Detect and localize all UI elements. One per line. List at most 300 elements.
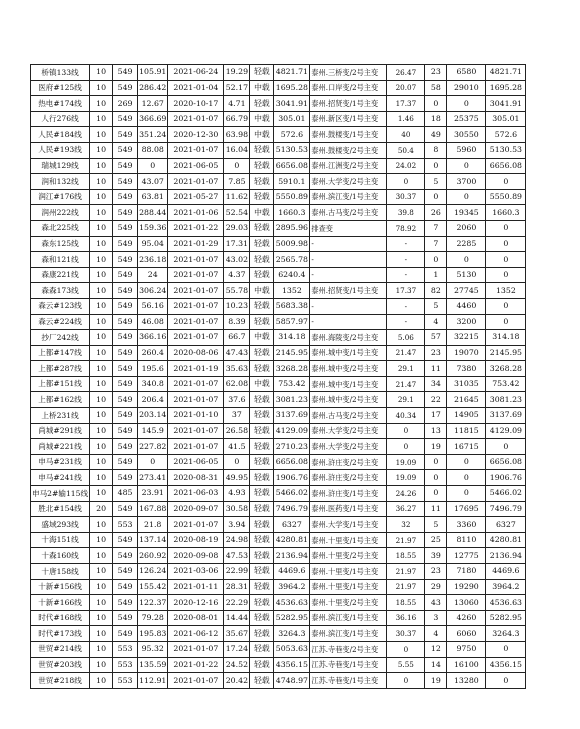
substation-cell: - <box>310 236 387 252</box>
available-capacity-cell: 314.18 <box>274 330 310 346</box>
line-name-cell: 抄厂242线 <box>31 330 90 346</box>
capacity-cell: 549 <box>113 501 138 517</box>
available-capacity-cell: 2136.94 <box>274 548 310 564</box>
date-cell: 2021-06-05 <box>168 454 224 470</box>
load-rate-cell: 47.53 <box>224 548 250 564</box>
max-load-cell: 155.42 <box>138 579 168 595</box>
substation-cell: 泰州.大学变/2号主变 <box>310 439 387 455</box>
spare-capacity-cell: 4280.81 <box>486 532 526 548</box>
capacity-cell: 549 <box>113 65 138 81</box>
date-cell: 2021-03-06 <box>168 564 224 580</box>
line-name-cell: 十新#166线 <box>31 595 90 611</box>
substation-cell: 泰州.古马变/2号主变 <box>310 205 387 221</box>
available-capacity-cell: 2565.78 <box>274 252 310 268</box>
table-body <box>31 65 526 689</box>
table-row <box>31 376 526 392</box>
spare-capacity-cell: 3041.91 <box>486 96 526 112</box>
capacity-cell: 549 <box>113 408 138 424</box>
load-rate-cell: 14.44 <box>224 610 250 626</box>
installed-capacity-cell: 31035 <box>447 376 486 392</box>
load-status-cell: 轻载 <box>250 532 274 548</box>
substation-cell: 排查变 <box>310 220 387 236</box>
max-load-cell: 112.91 <box>138 673 168 689</box>
capacity-cell: 549 <box>113 111 138 127</box>
table-row <box>31 298 526 314</box>
date-cell: 2020-09-08 <box>168 548 224 564</box>
capacity-cell: 549 <box>113 345 138 361</box>
load-rate-cell: 24.52 <box>224 657 250 673</box>
table-row <box>31 423 526 439</box>
capacity-cell: 553 <box>113 673 138 689</box>
date-cell: 2021-01-07 <box>168 111 224 127</box>
installed-capacity-cell: 2060 <box>447 220 486 236</box>
installed-capacity-cell: 16715 <box>447 439 486 455</box>
table-row <box>31 564 526 580</box>
spare-capacity-cell: 6656.08 <box>486 158 526 174</box>
capacity-cell: 549 <box>113 220 138 236</box>
spare-capacity-cell: 1906.76 <box>486 470 526 486</box>
substation-cell: 泰州.三桥变/2号主变 <box>310 65 387 81</box>
transformer-load-cell: 32 <box>387 517 425 533</box>
max-load-cell: 273.41 <box>138 470 168 486</box>
voltage-cell: 10 <box>90 579 113 595</box>
installed-capacity-cell: 4260 <box>447 610 486 626</box>
load-rate-cell: 55.78 <box>224 283 250 299</box>
line-name-cell: 热电#174线 <box>31 96 90 112</box>
table-row <box>31 267 526 283</box>
date-cell: 2021-01-07 <box>168 423 224 439</box>
line-name-cell: 申马2#输115线 <box>31 486 90 502</box>
load-rate-cell: 26.58 <box>224 423 250 439</box>
spare-capacity-cell: 7496.79 <box>486 501 526 517</box>
load-status-cell: 轻载 <box>250 220 274 236</box>
max-load-cell: 95.04 <box>138 236 168 252</box>
available-capacity-cell: 2710.23 <box>274 439 310 455</box>
capacity-cell: 549 <box>113 392 138 408</box>
max-load-cell: 23.91 <box>138 486 168 502</box>
max-load-cell: 63.81 <box>138 189 168 205</box>
date-cell: 2021-01-07 <box>168 392 224 408</box>
substation-cell: 泰州.大学变/2号主变 <box>310 174 387 190</box>
substation-cell: 江苏.寺巷变/1号主变 <box>310 657 387 673</box>
spare-capacity-cell: 1352 <box>486 283 526 299</box>
user-count-cell: 7 <box>425 236 447 252</box>
voltage-cell: 10 <box>90 454 113 470</box>
voltage-cell: 10 <box>90 439 113 455</box>
spare-capacity-cell: 3081.23 <box>486 392 526 408</box>
voltage-cell: 10 <box>90 470 113 486</box>
load-status-cell: 中载 <box>250 376 274 392</box>
load-rate-cell: 35.63 <box>224 361 250 377</box>
installed-capacity-cell: 25375 <box>447 111 486 127</box>
substation-cell: 泰州.鼓楼变/2号主变 <box>310 142 387 158</box>
max-load-cell: 0 <box>138 454 168 470</box>
load-rate-cell: 35.67 <box>224 626 250 642</box>
voltage-cell: 10 <box>90 314 113 330</box>
capacity-cell: 549 <box>113 610 138 626</box>
max-load-cell: 288.44 <box>138 205 168 221</box>
substation-cell: 泰州.古马变/2号主变 <box>310 408 387 424</box>
user-count-cell: 19 <box>425 673 447 689</box>
installed-capacity-cell: 32215 <box>447 330 486 346</box>
capacity-cell: 485 <box>113 486 138 502</box>
table-row <box>31 80 526 96</box>
substation-cell: 泰州.滨江变/1号主变 <box>310 610 387 626</box>
load-rate-cell: 66.7 <box>224 330 250 346</box>
installed-capacity-cell: 19345 <box>447 205 486 221</box>
installed-capacity-cell: 7180 <box>447 564 486 580</box>
load-rate-cell: 0 <box>224 454 250 470</box>
voltage-cell: 10 <box>90 595 113 611</box>
available-capacity-cell: 3081.23 <box>274 392 310 408</box>
load-status-cell: 轻载 <box>250 408 274 424</box>
load-status-cell: 轻载 <box>250 454 274 470</box>
date-cell: 2021-01-29 <box>168 236 224 252</box>
installed-capacity-cell: 0 <box>447 189 486 205</box>
voltage-cell: 10 <box>90 127 113 143</box>
spare-capacity-cell: 0 <box>486 314 526 330</box>
capacity-cell: 549 <box>113 423 138 439</box>
line-name-cell: 桥镇133线 <box>31 65 90 81</box>
load-status-cell: 轻载 <box>250 657 274 673</box>
substation-cell: 泰州.十里变/1号主变 <box>310 564 387 580</box>
table-row <box>31 252 526 268</box>
installed-capacity-cell: 4460 <box>447 298 486 314</box>
max-load-cell: 126.24 <box>138 564 168 580</box>
user-count-cell: 22 <box>425 392 447 408</box>
max-load-cell: 137.14 <box>138 532 168 548</box>
transformer-load-cell: 30.37 <box>387 626 425 642</box>
user-count-cell: 29 <box>425 579 447 595</box>
available-capacity-cell: 5130.53 <box>274 142 310 158</box>
line-name-cell: 上都#151线 <box>31 376 90 392</box>
capacity-cell: 549 <box>113 564 138 580</box>
load-status-cell: 轻载 <box>250 174 274 190</box>
max-load-cell: 43.07 <box>138 174 168 190</box>
date-cell: 2021-01-07 <box>168 330 224 346</box>
table-row <box>31 345 526 361</box>
voltage-cell: 10 <box>90 345 113 361</box>
line-name-cell: 医府#125线 <box>31 80 90 96</box>
installed-capacity-cell: 14905 <box>447 408 486 424</box>
available-capacity-cell: 4748.97 <box>274 673 310 689</box>
load-status-cell: 轻载 <box>250 189 274 205</box>
voltage-cell: 10 <box>90 657 113 673</box>
transformer-load-cell: 24.26 <box>387 486 425 502</box>
table-row <box>31 220 526 236</box>
available-capacity-cell: 4821.71 <box>274 65 310 81</box>
available-capacity-cell: 5550.89 <box>274 189 310 205</box>
table-row <box>31 610 526 626</box>
date-cell: 2021-01-19 <box>168 361 224 377</box>
substation-cell: 泰州.招贤变/1号主变 <box>310 283 387 299</box>
substation-cell: 泰州.城中变/1号主变 <box>310 345 387 361</box>
max-load-cell: 286.42 <box>138 80 168 96</box>
substation-cell: 泰州.海陵变/2号主变 <box>310 330 387 346</box>
available-capacity-cell: 3041.91 <box>274 96 310 112</box>
available-capacity-cell: 4129.09 <box>274 423 310 439</box>
installed-capacity-cell: 0 <box>447 252 486 268</box>
available-capacity-cell: 5683.38 <box>274 298 310 314</box>
user-count-cell: 0 <box>425 454 447 470</box>
date-cell: 2021-01-06 <box>168 205 224 221</box>
transformer-load-cell: 0 <box>387 673 425 689</box>
max-load-cell: 195.6 <box>138 361 168 377</box>
line-name-cell: 润和132线 <box>31 174 90 190</box>
line-name-cell: 申马#231线 <box>31 454 90 470</box>
line-name-cell: 人行276线 <box>31 111 90 127</box>
installed-capacity-cell: 6060 <box>447 626 486 642</box>
line-name-cell: 森森173线 <box>31 283 90 299</box>
load-status-cell: 轻载 <box>250 252 274 268</box>
table-row <box>31 205 526 221</box>
date-cell: 2020-08-06 <box>168 345 224 361</box>
capacity-cell: 549 <box>113 361 138 377</box>
available-capacity-cell: 305.01 <box>274 111 310 127</box>
transformer-load-cell: 30.37 <box>387 189 425 205</box>
load-rate-cell: 16.04 <box>224 142 250 158</box>
max-load-cell: 366.69 <box>138 111 168 127</box>
installed-capacity-cell: 30550 <box>447 127 486 143</box>
capacity-cell: 549 <box>113 174 138 190</box>
load-status-cell: 轻载 <box>250 142 274 158</box>
user-count-cell: 13 <box>425 423 447 439</box>
available-capacity-cell: 6656.08 <box>274 158 310 174</box>
table-row <box>31 158 526 174</box>
substation-cell: 泰州.口岸变/2号主变 <box>310 80 387 96</box>
transformer-load-cell: 1.46 <box>387 111 425 127</box>
spare-capacity-cell: 5282.95 <box>486 610 526 626</box>
load-status-cell: 轻载 <box>250 314 274 330</box>
spare-capacity-cell: 5130.53 <box>486 142 526 158</box>
substation-cell: 泰州.新区变/1号主变 <box>310 111 387 127</box>
table-row <box>31 673 526 689</box>
installed-capacity-cell: 13060 <box>447 595 486 611</box>
transformer-load-cell: 24.02 <box>387 158 425 174</box>
user-count-cell: 39 <box>425 548 447 564</box>
load-status-cell: 中载 <box>250 283 274 299</box>
user-count-cell: 0 <box>425 486 447 502</box>
max-load-cell: 88.08 <box>138 142 168 158</box>
voltage-cell: 10 <box>90 220 113 236</box>
available-capacity-cell: 2895.96 <box>274 220 310 236</box>
load-rate-cell: 4.37 <box>224 267 250 283</box>
substation-cell: 泰州.十里变/1号主变 <box>310 532 387 548</box>
load-rate-cell: 8.39 <box>224 314 250 330</box>
substation-cell: 泰州.十里变/2号主变 <box>310 595 387 611</box>
load-status-cell: 轻载 <box>250 236 274 252</box>
spare-capacity-cell: 4821.71 <box>486 65 526 81</box>
line-name-cell: 世贸#214线 <box>31 641 90 657</box>
max-load-cell: 122.37 <box>138 595 168 611</box>
line-name-cell: 申马#241线 <box>31 470 90 486</box>
voltage-cell: 10 <box>90 189 113 205</box>
user-count-cell: 5 <box>425 517 447 533</box>
capacity-cell: 549 <box>113 314 138 330</box>
user-count-cell: 12 <box>425 641 447 657</box>
table-row <box>31 579 526 595</box>
load-status-cell: 中载 <box>250 80 274 96</box>
voltage-cell: 20 <box>90 501 113 517</box>
line-name-cell: 森北225线 <box>31 220 90 236</box>
user-count-cell: 23 <box>425 564 447 580</box>
user-count-cell: 0 <box>425 470 447 486</box>
table-row <box>31 470 526 486</box>
transformer-load-cell: 17.37 <box>387 96 425 112</box>
installed-capacity-cell: 3700 <box>447 174 486 190</box>
capacity-cell: 553 <box>113 641 138 657</box>
voltage-cell: 10 <box>90 174 113 190</box>
line-name-cell: 人民#193线 <box>31 142 90 158</box>
data-table <box>30 64 526 689</box>
substation-cell: - <box>310 314 387 330</box>
voltage-cell: 10 <box>90 548 113 564</box>
load-status-cell: 中载 <box>250 205 274 221</box>
user-count-cell: 17 <box>425 408 447 424</box>
capacity-cell: 549 <box>113 376 138 392</box>
table-row <box>31 626 526 642</box>
installed-capacity-cell: 29010 <box>447 80 486 96</box>
spare-capacity-cell: 0 <box>486 439 526 455</box>
table-row <box>31 65 526 81</box>
voltage-cell: 10 <box>90 532 113 548</box>
load-status-cell: 轻载 <box>250 626 274 642</box>
substation-cell: 江苏.寺巷变/1号主变 <box>310 673 387 689</box>
line-name-cell: 上都#147线 <box>31 345 90 361</box>
date-cell: 2021-01-07 <box>168 314 224 330</box>
voltage-cell: 10 <box>90 65 113 81</box>
spare-capacity-cell: 572.6 <box>486 127 526 143</box>
user-count-cell: 11 <box>425 361 447 377</box>
substation-cell: 泰州.城中变/2号主变 <box>310 392 387 408</box>
spare-capacity-cell: 0 <box>486 267 526 283</box>
spare-capacity-cell: 0 <box>486 673 526 689</box>
available-capacity-cell: 3137.69 <box>274 408 310 424</box>
date-cell: 2020-10-17 <box>168 96 224 112</box>
line-name-cell: 世贸#218线 <box>31 673 90 689</box>
user-count-cell: 8 <box>425 142 447 158</box>
line-name-cell: 尚城#291线 <box>31 423 90 439</box>
available-capacity-cell: 5466.02 <box>274 486 310 502</box>
substation-cell: 泰州.大学变/1号主变 <box>310 517 387 533</box>
line-name-cell: 上桥231线 <box>31 408 90 424</box>
voltage-cell: 10 <box>90 626 113 642</box>
load-status-cell: 轻载 <box>250 423 274 439</box>
voltage-cell: 10 <box>90 80 113 96</box>
load-rate-cell: 22.99 <box>224 564 250 580</box>
capacity-cell: 549 <box>113 454 138 470</box>
load-status-cell: 轻载 <box>250 673 274 689</box>
transformer-load-cell: 36.27 <box>387 501 425 517</box>
table-row <box>31 454 526 470</box>
available-capacity-cell: 3264.3 <box>274 626 310 642</box>
available-capacity-cell: 4536.63 <box>274 595 310 611</box>
substation-cell: 泰州.滨江变/1号主变 <box>310 626 387 642</box>
load-status-cell: 轻载 <box>250 517 274 533</box>
spare-capacity-cell: 0 <box>486 236 526 252</box>
table-row <box>31 236 526 252</box>
date-cell: 2021-06-24 <box>168 65 224 81</box>
table-row <box>31 657 526 673</box>
max-load-cell: 105.91 <box>138 65 168 81</box>
transformer-load-cell: 21.97 <box>387 532 425 548</box>
transformer-load-cell: 18.55 <box>387 548 425 564</box>
substation-cell: 泰州.江洲变/2号主变 <box>310 158 387 174</box>
table-row <box>31 501 526 517</box>
spare-capacity-cell: 4536.63 <box>486 595 526 611</box>
date-cell: 2021-06-05 <box>168 158 224 174</box>
load-rate-cell: 20.42 <box>224 673 250 689</box>
load-rate-cell: 17.24 <box>224 641 250 657</box>
installed-capacity-cell: 0 <box>447 454 486 470</box>
date-cell: 2021-01-10 <box>168 408 224 424</box>
substation-cell: 泰州.浒庄变/2号主变 <box>310 470 387 486</box>
load-rate-cell: 30.58 <box>224 501 250 517</box>
date-cell: 2021-01-07 <box>168 283 224 299</box>
date-cell: 2021-01-07 <box>168 174 224 190</box>
date-cell: 2020-08-01 <box>168 610 224 626</box>
spare-capacity-cell: 3264.3 <box>486 626 526 642</box>
transformer-load-cell: 21.97 <box>387 564 425 580</box>
table-row <box>31 361 526 377</box>
substation-cell: 泰州.十里变/1号主变 <box>310 579 387 595</box>
date-cell: 2020-08-31 <box>168 470 224 486</box>
load-rate-cell: 0 <box>224 158 250 174</box>
transformer-load-cell: 0 <box>387 641 425 657</box>
available-capacity-cell: 1906.76 <box>274 470 310 486</box>
load-status-cell: 轻载 <box>250 65 274 81</box>
user-count-cell: 43 <box>425 595 447 611</box>
installed-capacity-cell: 19070 <box>447 345 486 361</box>
load-status-cell: 轻载 <box>250 610 274 626</box>
load-status-cell: 轻载 <box>250 158 274 174</box>
user-count-cell: 1 <box>425 267 447 283</box>
load-status-cell: 轻载 <box>250 564 274 580</box>
spare-capacity-cell: 1660.3 <box>486 205 526 221</box>
transformer-load-cell: - <box>387 252 425 268</box>
load-status-cell: 轻载 <box>250 96 274 112</box>
max-load-cell: 260.92 <box>138 548 168 564</box>
installed-capacity-cell: 0 <box>447 470 486 486</box>
user-count-cell: 4 <box>425 314 447 330</box>
load-rate-cell: 28.31 <box>224 579 250 595</box>
table-row <box>31 189 526 205</box>
load-status-cell: 轻载 <box>250 486 274 502</box>
date-cell: 2020-12-30 <box>168 127 224 143</box>
date-cell: 2021-01-07 <box>168 517 224 533</box>
spare-capacity-cell: 314.18 <box>486 330 526 346</box>
spare-capacity-cell: 4129.09 <box>486 423 526 439</box>
transformer-load-cell: 17.37 <box>387 283 425 299</box>
spare-capacity-cell: 0 <box>486 641 526 657</box>
load-rate-cell: 49.95 <box>224 470 250 486</box>
installed-capacity-cell: 0 <box>447 158 486 174</box>
max-load-cell: 159.36 <box>138 220 168 236</box>
spare-capacity-cell: 5466.02 <box>486 486 526 502</box>
available-capacity-cell: 2145.95 <box>274 345 310 361</box>
available-capacity-cell: 5053.63 <box>274 641 310 657</box>
line-name-cell: 上都#287线 <box>31 361 90 377</box>
voltage-cell: 10 <box>90 361 113 377</box>
capacity-cell: 549 <box>113 532 138 548</box>
capacity-cell: 549 <box>113 252 138 268</box>
date-cell: 2021-01-07 <box>168 673 224 689</box>
load-status-cell: 中载 <box>250 111 274 127</box>
max-load-cell: 306.24 <box>138 283 168 299</box>
load-status-cell: 轻载 <box>250 392 274 408</box>
substation-cell: - <box>310 267 387 283</box>
spare-capacity-cell: 4469.6 <box>486 564 526 580</box>
